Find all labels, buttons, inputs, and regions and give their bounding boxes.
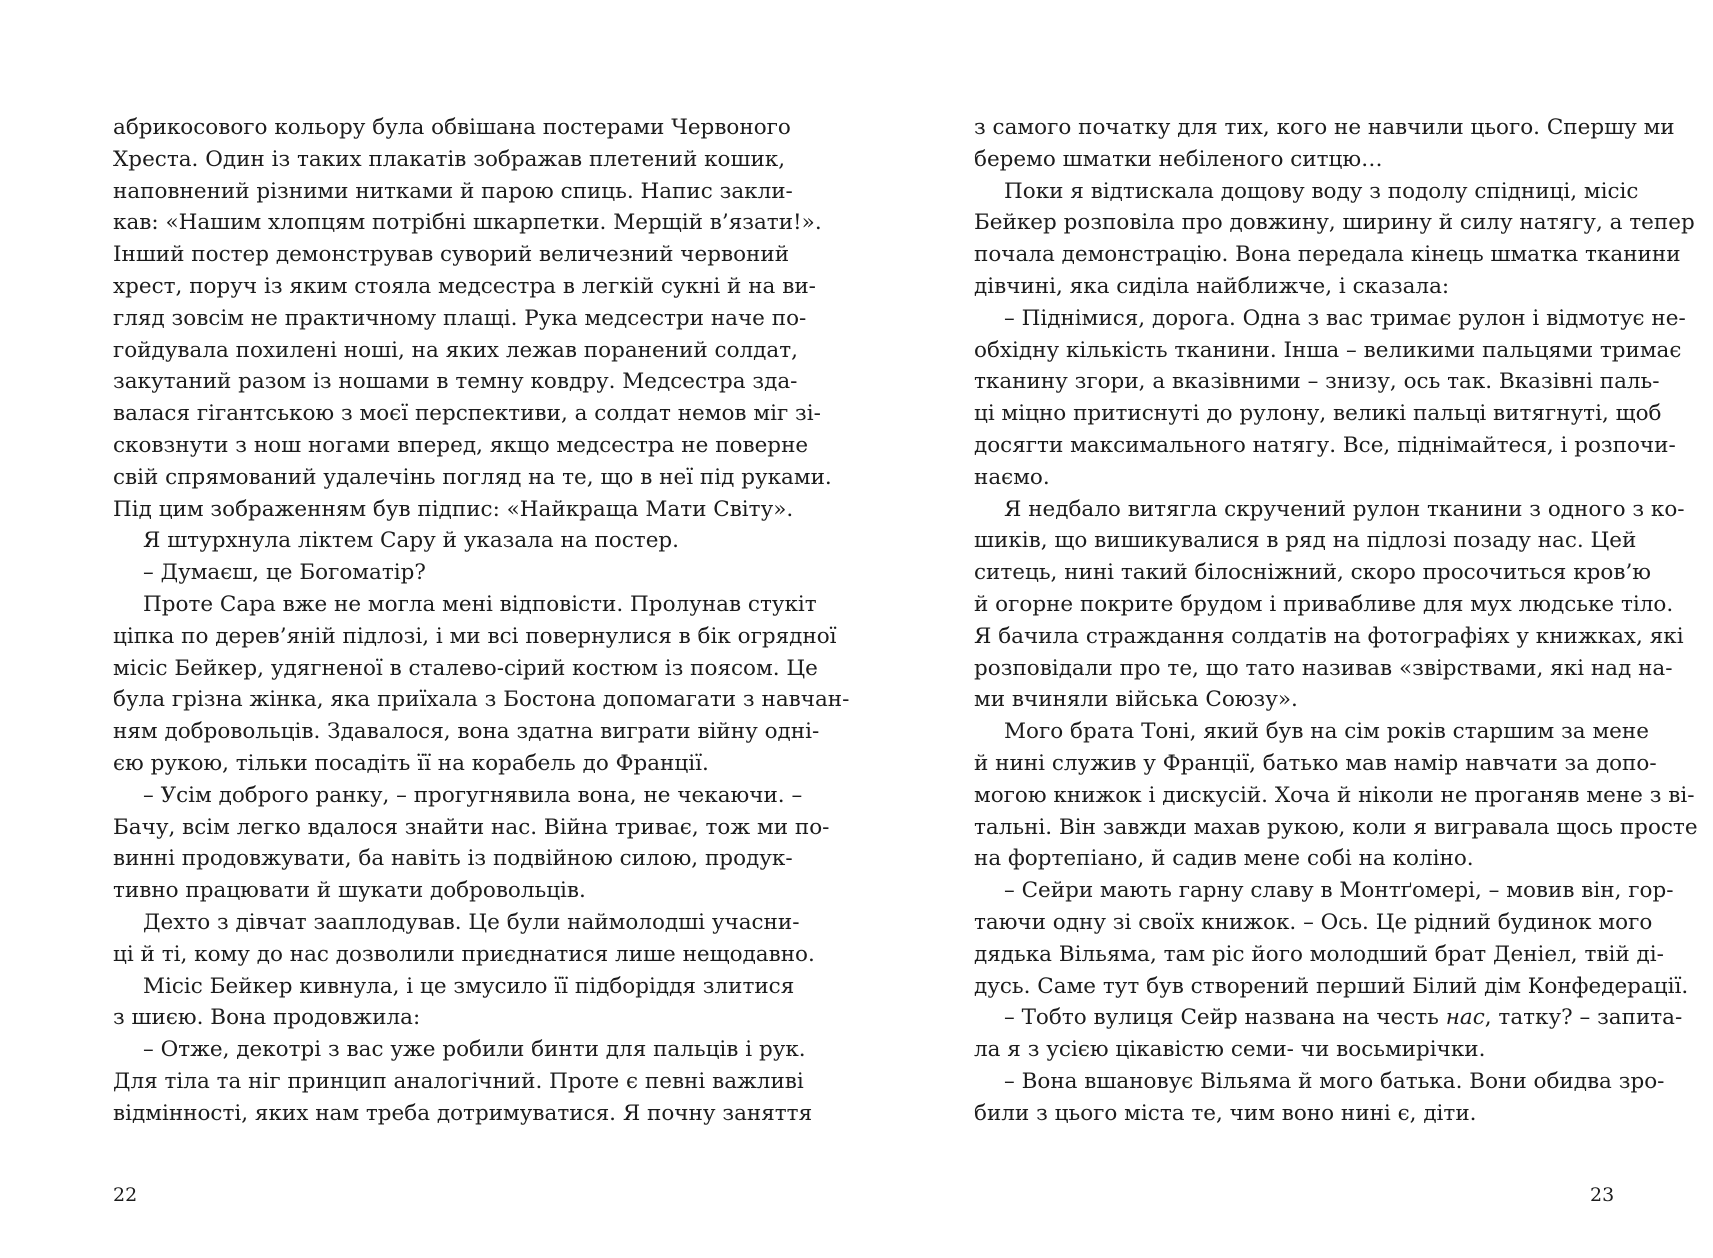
italic-emphasis: нас xyxy=(1445,1005,1485,1031)
text-line: винні продовжувати, ба навіть із подвійною силою, продук- xyxy=(113,846,793,872)
text-line: відмінності, яких нам треба дотримуватися. Я почну заняття xyxy=(113,1100,813,1126)
text-line: наповнений різними нитками й парою спиць. Напис закли- xyxy=(113,178,793,204)
text-line: – Думаєш, це Богоматір? xyxy=(143,560,426,586)
text-line: дівчині, яка сиділа найближче, і сказала: xyxy=(974,273,1450,299)
text-line: могою книжок і дискусій. Хоча й ніколи не проганяв мене з ві- xyxy=(974,782,1695,808)
paragraph xyxy=(974,303,1686,494)
text-line: тальні. Він завжди махав рукою, коли я вигравала щось просте xyxy=(974,814,1698,840)
text-line: ці й ті, кому до нас дозволили приєднатися лише нещодавно. xyxy=(113,941,815,967)
text-line: з шиєю. Вона продовжила: xyxy=(113,1005,421,1031)
text-line: Хреста. Один із таких плакатів зображав плетений кошик, xyxy=(113,146,786,172)
paragraph xyxy=(974,1066,1665,1130)
text-line: – Тобто вулиця Сейр названа на честь нас, татку? – запита- xyxy=(1004,1005,1683,1031)
text-line: Поки я відтискала дощову воду з подолу спідниці, місіс xyxy=(1004,178,1639,204)
paragraph xyxy=(113,907,815,971)
text-line: Мого брата Тоні, який був на сім років старшим за мене xyxy=(1004,719,1649,745)
text-line: Я недбало витягла скручений рулон тканини з одного з ко- xyxy=(1004,496,1685,522)
text-line: свій спрямований удалечінь погляд на те, що в неї під руками. xyxy=(113,464,832,490)
paragraph xyxy=(113,1034,813,1129)
text-line: гойдувала похилені ноші, на яких лежав поранений солдат, xyxy=(113,337,798,363)
text-line: – Отже, декотрі з вас уже робили бинти для пальців і рук. xyxy=(143,1037,806,1063)
text-line: й огорне покрите брудом і привабливе для мух людське тіло. xyxy=(974,591,1674,617)
text-line: єю рукою, тільки посадіть її на корабель до Франції. xyxy=(113,750,709,776)
text-line: тивно працювати й шукати добровольців. xyxy=(113,878,586,904)
text-line: місіс Бейкер, удягненої в сталево-сірий костюм із поясом. Це xyxy=(113,655,818,681)
text-line: ми вчиняли війська Союзу». xyxy=(974,687,1298,713)
paragraph xyxy=(113,112,832,525)
text-line: була грізна жінка, яка приїхала з Бостона допомагати з навчан- xyxy=(113,687,850,713)
text-line: Місіс Бейкер кивнула, і це змусило її підборіддя злитися xyxy=(143,973,795,999)
text-line: досягти максимального натягу. Все, піднімайтеся, і розпочи- xyxy=(974,432,1676,458)
paragraph xyxy=(113,780,830,907)
text-line: закутаний разом із ношами в темну ковдру. Медсестра зда- xyxy=(113,369,798,395)
text-line: ням добровольців. Здавалося, вона здатна виграти війну одні- xyxy=(113,719,820,745)
text-line: наємо. xyxy=(974,464,1050,490)
text-line: обхідну кількість тканини. Інша – великими пальцями тримає xyxy=(974,337,1682,363)
text-line: тканину згори, а вказівними – знизу, ось так. Вказівні паль- xyxy=(974,369,1660,395)
page-number-left: 22 xyxy=(113,1184,138,1206)
text-line: – Усім доброго ранку, – прогугнявила вона, не чекаючи. – xyxy=(143,782,803,808)
paragraph xyxy=(974,176,1695,303)
text-line: розповідали про те, що тато називав «звірствами, які над на- xyxy=(974,655,1673,681)
text-line: Бейкер розповіла про довжину, ширину й силу натягу, а тепер xyxy=(974,210,1695,236)
text-line: й нині служив у Франції, батько мав намір навчати за допо- xyxy=(974,750,1657,776)
text-line: – Сейри мають гарну славу в Монтґомері, – мовив він, гор- xyxy=(1004,878,1674,904)
paragraph xyxy=(974,1002,1683,1066)
text-line: ситець, нині такий білосніжний, скоро просочиться кров’ю xyxy=(974,560,1652,586)
text-line: шиків, що вишикувалися в ряд на підлозі позаду нас. Цей xyxy=(974,528,1637,554)
text-line: били з цього міста те, чим воно нині є, діти. xyxy=(974,1100,1477,1126)
right-page-text xyxy=(974,112,1698,1130)
text-line: ці міцно притиснуті до рулону, великі пальці витягнуті, щоб xyxy=(974,401,1662,427)
text-line: Я штурхнула ліктем Сару й указала на постер. xyxy=(143,528,680,554)
text-line: абрикосового кольору була обвішана постерами Червоного xyxy=(113,115,791,140)
text-line: – Вона вшановує Вільяма й мого батька. Вони обидва зро- xyxy=(1004,1068,1665,1094)
left-page-text xyxy=(113,112,850,1130)
text-line: Я бачила страждання солдатів на фотографіях у книжках, які xyxy=(974,623,1684,649)
paragraph xyxy=(974,112,1675,176)
paragraph xyxy=(113,525,753,557)
paragraph xyxy=(113,589,850,780)
text-line: з самого початку для тих, кого не навчили цього. Спершу ми xyxy=(974,115,1675,140)
text-line: почала демонстрацію. Вона передала кінець шматка тканини xyxy=(974,242,1681,268)
paragraph xyxy=(974,716,1698,875)
text-line: дядька Вільяма, там ріс його молодший брат Деніел, твій ді- xyxy=(974,941,1664,967)
text-line: на фортепіано, й садив мене собі на коліно. xyxy=(974,846,1474,872)
text-line: ла я з усією цікавістю семи- чи восьмирічки. xyxy=(974,1037,1486,1063)
text-line: Дехто з дівчат зааплодував. Це були наймолодші учасни- xyxy=(143,909,800,935)
text-line: гляд зовсім не практичному плащі. Рука медсестри наче по- xyxy=(113,305,807,331)
paragraph xyxy=(113,971,795,1035)
paragraph xyxy=(974,875,1689,1002)
text-line: Інший постер демонстрував суворий величезний червоний xyxy=(113,242,790,268)
text-line: Проте Сара вже не могла мені відповісти. Пролунав стукіт xyxy=(143,591,817,617)
text-line: Для тіла та ніг принцип аналогічний. Проте є певні важливі xyxy=(113,1068,804,1094)
text-line: хрест, поруч із яким стояла медсестра в легкій сукні й на ви- xyxy=(113,273,816,299)
page-number-right: 23 xyxy=(1590,1184,1615,1206)
paragraph xyxy=(113,557,753,589)
text-line: кав: «Нашим хлопцям потрібні шкарпетки. Мерщій в’язати!». xyxy=(113,210,822,236)
text-line: ціпка по дерев’яній підлозі, і ми всі повернулися в бік огрядної xyxy=(113,623,837,649)
text-line: сковзнути з нош ногами вперед, якщо медсестра не поверне xyxy=(113,432,809,458)
text-line: Під цим зображенням був підпис: «Найкраща Мати Світу». xyxy=(113,496,794,522)
text-line: валася гігантською з моєї перспективи, а солдат немов міг зі- xyxy=(113,401,821,427)
text-line: – Піднімися, дорога. Одна з вас тримає рулон і відмотує не- xyxy=(1004,305,1686,331)
text-line: дусь. Саме тут був створений перший Білий дім Конфедерації. xyxy=(974,973,1689,999)
text-line: таючи одну зі своїх книжок. – Ось. Це рідний будинок мого xyxy=(974,909,1653,935)
text-line: Бачу, всім легко вдалося знайти нас. Війна триває, тож ми по- xyxy=(113,814,830,840)
text-line: беремо шматки небіленого ситцю… xyxy=(974,146,1383,172)
paragraph xyxy=(974,494,1685,717)
